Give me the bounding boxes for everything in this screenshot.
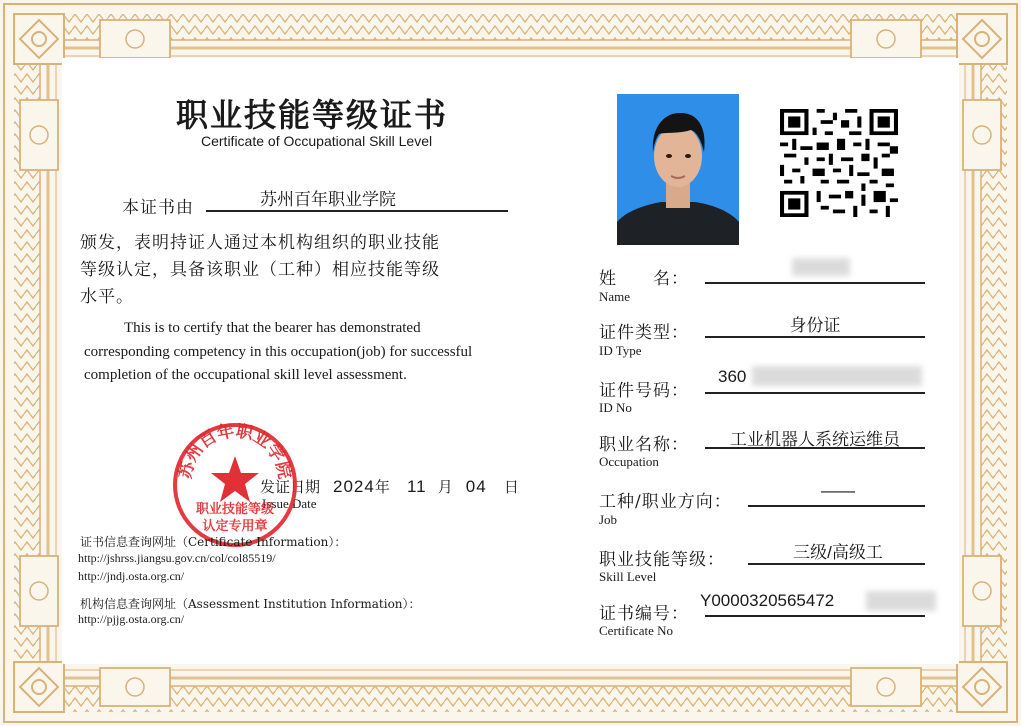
field-underline-job (748, 505, 925, 507)
field-underline-id-type (705, 336, 925, 338)
field-label-name-en: Name (599, 289, 631, 304)
field-label-occupation-en: Occupation (599, 454, 659, 469)
field-underline-skill-level (748, 563, 925, 565)
field-label-occupation: 职业名称： (599, 435, 689, 455)
statement-cn-line-1: 颁发，表明持证人通过本机构组织的职业技能 (80, 233, 440, 253)
field-label-id-type-en: ID Type (599, 343, 642, 358)
cert-info-url-2[interactable]: http://jndj.osta.org.cn/ (78, 569, 185, 583)
field-label-id-no: 证件号码： (599, 381, 689, 401)
field-label-id-no-en: ID No (599, 400, 632, 415)
field-underline-id-no (705, 392, 925, 394)
certificate-title-en: Certificate of Occupational Skill Level (201, 133, 433, 149)
field-underline-name (705, 282, 925, 284)
holder-photo (617, 94, 739, 245)
statement-cn-line-2: 等级认定，具备该职业（工种）相应技能等级 (80, 260, 440, 280)
seal-center-line-1: 职业技能等级 (195, 502, 275, 517)
inst-info-label: 机构信息查询网址（Assessment Institution Information）： (80, 597, 421, 611)
field-label-skill-level: 职业技能等级： (599, 550, 725, 570)
field-value-job: —— (821, 481, 855, 500)
certificate-title-cn: 职业技能等级证书 (176, 96, 449, 134)
issuer-name: 苏州百年职业学院 (260, 190, 396, 209)
field-label-cert-no-en: Certificate No (599, 623, 673, 638)
field-underline-occupation (705, 447, 925, 449)
field-label-skill-level-en: Skill Level (599, 569, 657, 584)
field-label-job: 工种/职业方向： (599, 492, 732, 512)
cert-info-label: 证书信息查询网址（Certificate Information）： (80, 535, 347, 549)
field-label-cert-no: 证书编号： (599, 604, 689, 624)
field-value-skill-level: 三级/高级工 (793, 543, 883, 562)
cert-info-url-1[interactable]: http://jshrss.jiangsu.gov.cn/col/col85519/ (78, 551, 276, 565)
redaction-id-no (752, 366, 922, 386)
field-value-id-no: 360 (718, 367, 747, 386)
statement-cn-line-3: 水平。 (80, 287, 134, 307)
year-unit: 年 (374, 478, 390, 496)
field-value-id-type: 身份证 (789, 316, 841, 335)
seal-ring-text: 苏州百年职业学院 (175, 421, 295, 481)
issue-date-label-cn: 发证日期 (260, 478, 321, 496)
redaction-cert-no (866, 591, 936, 611)
seal-center-line-2: 认定专用章 (202, 519, 268, 534)
official-seal (170, 420, 300, 550)
field-label-job-en: Job (599, 512, 618, 527)
field-label-name: 姓 名： (599, 269, 689, 289)
field-label-id-type: 证件类型： (599, 323, 689, 343)
month-unit: 月 (437, 478, 453, 496)
issue-month: 11 (406, 477, 427, 496)
qr-code[interactable] (780, 109, 898, 217)
issue-year: 2024 (333, 477, 375, 496)
issuer-underline (206, 210, 508, 212)
statement-en: This is to certify that the bearer has demonstrated corresponding competency in this occupation(job) for successful completion of the occupational skill level assessment. (84, 320, 473, 383)
issuer-prefix: 本证书由 (122, 198, 194, 218)
field-value-cert-no: Y0000320565472 (700, 591, 835, 610)
field-underline-cert-no (705, 615, 925, 617)
issue-date-label-en: Issue Date (262, 496, 317, 511)
day-unit: 日 (503, 478, 519, 496)
redaction-name (792, 258, 850, 276)
issue-day: 04 (465, 477, 487, 496)
field-value-occupation: 工业机器人系统运维员 (730, 430, 900, 449)
issue-date (333, 476, 519, 497)
inst-info-url[interactable]: http://pjjg.osta.org.cn/ (78, 612, 185, 626)
